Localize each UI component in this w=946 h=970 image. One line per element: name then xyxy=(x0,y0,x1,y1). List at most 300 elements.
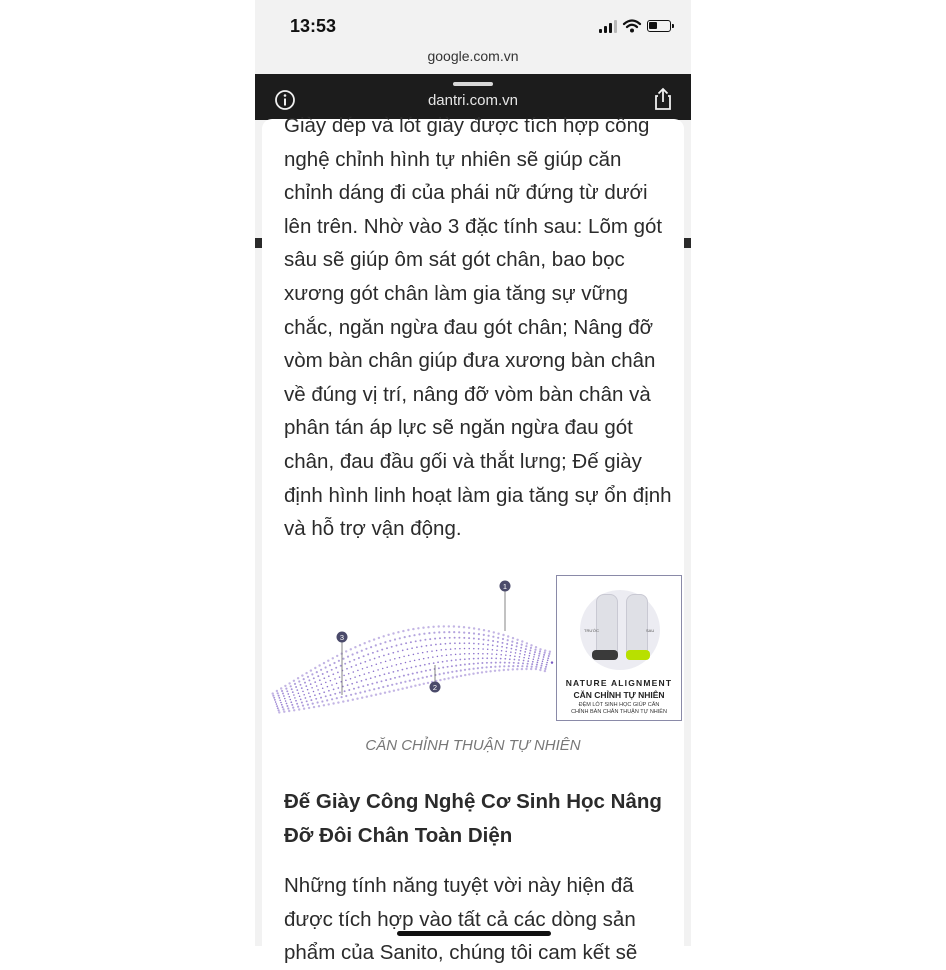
insole-dot xyxy=(468,663,470,665)
insole-dot xyxy=(446,660,448,662)
insole-dot xyxy=(322,687,324,689)
insole-dot xyxy=(285,688,287,690)
insole-dot xyxy=(274,699,276,701)
insole-dot xyxy=(528,658,530,660)
insole-dot xyxy=(333,689,335,691)
insole-dot xyxy=(404,636,406,638)
insole-dot xyxy=(509,658,511,660)
insole-dot xyxy=(414,685,416,687)
insole-dot xyxy=(473,668,475,670)
insole-dot xyxy=(285,700,287,702)
insole-dot xyxy=(498,669,500,671)
insole-dot xyxy=(517,662,519,664)
insole-dot xyxy=(429,669,431,671)
insole-dot xyxy=(352,653,354,655)
insole-dot xyxy=(514,659,516,661)
insole-dot xyxy=(502,634,504,636)
insole-dot xyxy=(291,688,293,690)
insole-dot xyxy=(339,692,341,694)
insole-dot xyxy=(401,688,403,690)
insole-dot xyxy=(308,692,310,694)
insole-dot xyxy=(307,676,309,678)
insole-dot xyxy=(520,647,522,649)
insole-dot xyxy=(347,684,349,686)
insole-dot xyxy=(293,680,295,682)
insole-dot xyxy=(351,666,353,668)
insole-dot xyxy=(535,668,537,670)
insole-dot xyxy=(345,650,347,652)
insole-dot xyxy=(310,683,312,685)
insole-dot xyxy=(530,647,532,649)
insole-dot xyxy=(302,691,304,693)
insole-dot xyxy=(384,673,386,675)
insole-dot xyxy=(481,671,483,673)
insole-dot xyxy=(525,668,527,670)
insole-dot xyxy=(482,653,484,655)
insole-dot xyxy=(337,672,339,674)
insole-dot xyxy=(455,659,457,661)
insole-dot xyxy=(534,649,536,651)
insole-dot xyxy=(453,631,455,633)
insole-dot xyxy=(356,698,358,700)
insole-dot xyxy=(487,649,489,651)
insole-dot xyxy=(483,634,485,636)
insole-dot xyxy=(440,643,442,645)
insole-dot xyxy=(382,668,384,670)
insole-dot xyxy=(344,663,346,665)
insole-dot xyxy=(390,678,392,680)
insole-dot xyxy=(495,662,497,664)
insole-dot xyxy=(400,682,402,684)
insole-dot xyxy=(468,637,470,639)
insole-dot xyxy=(460,675,462,677)
insole-dot xyxy=(513,662,515,664)
insole-dot xyxy=(375,694,377,696)
insole-dot xyxy=(279,697,281,699)
insole-dot xyxy=(431,650,433,652)
insole-dot xyxy=(336,697,338,699)
insole-dot xyxy=(525,648,527,650)
insole-dot xyxy=(454,642,456,644)
insole-dot xyxy=(340,665,342,667)
insole-dot xyxy=(451,660,453,662)
insole-dot xyxy=(521,640,523,642)
insole-dot xyxy=(373,688,375,690)
marker-1 xyxy=(500,581,511,592)
insole-dot xyxy=(417,627,419,629)
insole-dot xyxy=(514,655,516,657)
insole-dot xyxy=(477,672,479,674)
insole-dot xyxy=(361,697,363,699)
insole-dot xyxy=(320,669,322,671)
insole-dot xyxy=(297,677,299,679)
insole-dot xyxy=(372,652,374,654)
insole-dot xyxy=(464,674,466,676)
insole-dot xyxy=(544,668,546,670)
insole-dot xyxy=(494,670,496,672)
insole-dot xyxy=(520,650,522,652)
insole-dot xyxy=(310,669,312,671)
insole-dot xyxy=(378,637,380,639)
insole-dot xyxy=(497,641,499,643)
insole-dot xyxy=(290,701,292,703)
insole-dot xyxy=(417,653,419,655)
insole-dot xyxy=(280,687,282,689)
insole-dot xyxy=(351,683,353,685)
insole-dot xyxy=(437,661,439,663)
insole-dot xyxy=(301,702,303,704)
insole-dot xyxy=(405,662,407,664)
insole-dot xyxy=(443,672,445,674)
insole-dot xyxy=(551,661,553,663)
insole-dot xyxy=(397,689,399,691)
insole-dot xyxy=(292,707,294,709)
insole-dot xyxy=(331,684,333,686)
insole-dot xyxy=(423,658,425,660)
insole-dot xyxy=(323,691,325,693)
insole-dot xyxy=(533,659,535,661)
insole-dot xyxy=(541,665,543,667)
insole-dot xyxy=(276,690,278,692)
insole-dot xyxy=(318,664,320,666)
insole-dot xyxy=(391,646,393,648)
insole-dot xyxy=(483,629,485,631)
insole-dot xyxy=(358,686,360,688)
insole-dot xyxy=(361,650,363,652)
insole-dot xyxy=(449,637,451,639)
home-indicator[interactable] xyxy=(397,931,551,936)
insole-dot xyxy=(385,661,387,663)
callout-title: NATURE ALIGNMENT xyxy=(565,678,673,688)
insole-dot xyxy=(485,671,487,673)
insole-dot xyxy=(332,657,334,659)
insole-dot xyxy=(287,707,289,709)
insole-dot xyxy=(468,668,470,670)
insole-dot xyxy=(378,687,380,689)
insole-dot xyxy=(544,652,546,654)
insole-dot xyxy=(301,674,303,676)
insole-dot xyxy=(323,704,325,706)
insole-dot xyxy=(454,648,456,650)
insole-dot xyxy=(473,632,475,634)
insole-dot xyxy=(430,644,432,646)
insole-dot xyxy=(353,659,355,661)
insole-dot xyxy=(473,663,475,665)
insole-dot xyxy=(530,668,532,670)
insole-dot xyxy=(473,638,475,640)
insole-dot xyxy=(397,670,399,672)
insole-dot xyxy=(329,664,331,666)
insole-dot xyxy=(507,635,509,637)
svg-text:1: 1 xyxy=(502,581,508,591)
insole-dot xyxy=(350,694,352,696)
insole-dot xyxy=(327,686,329,688)
insole-dot xyxy=(458,626,460,628)
insole-dot xyxy=(529,652,531,654)
insole-dot xyxy=(493,631,495,633)
insole-dot xyxy=(314,667,316,669)
insole-dot xyxy=(531,663,533,665)
insole-dot xyxy=(303,694,305,696)
insole-dot xyxy=(535,646,537,648)
insole-dot xyxy=(505,654,507,656)
insole-dot xyxy=(489,670,491,672)
marker-2 xyxy=(430,682,441,693)
insole-dot xyxy=(275,701,277,703)
insole-dot xyxy=(293,709,295,711)
insole-dot xyxy=(441,649,443,651)
insole-dot xyxy=(384,641,386,643)
insole-dot xyxy=(458,637,460,639)
insole-dot xyxy=(432,656,434,658)
nature-alignment-callout xyxy=(556,575,682,721)
insole-dot xyxy=(276,703,278,705)
insole-dot xyxy=(516,645,518,647)
insole-dot xyxy=(376,663,378,665)
insole-dot xyxy=(385,679,387,681)
insole-dot xyxy=(286,690,288,692)
insole-dot xyxy=(369,689,371,691)
insole-dot xyxy=(434,638,436,640)
insole-dot xyxy=(420,640,422,642)
insole-dot xyxy=(383,635,385,637)
insole-dot xyxy=(445,643,447,645)
insole-dot xyxy=(427,651,429,653)
insole-dot xyxy=(508,665,510,667)
insole-dot xyxy=(487,644,489,646)
insole-dot xyxy=(337,701,339,703)
insole-dot xyxy=(355,664,357,666)
insole-dot xyxy=(534,651,536,653)
insole-dot xyxy=(353,671,355,673)
insole-dot xyxy=(338,660,340,662)
insole-dot xyxy=(491,657,493,659)
insole-dot xyxy=(409,635,411,637)
insole-dot xyxy=(306,700,308,702)
insole-dot xyxy=(328,690,330,692)
insole-dot xyxy=(290,699,292,701)
insole-dot xyxy=(298,708,300,710)
insole-dot xyxy=(422,627,424,629)
insole-dot xyxy=(526,665,528,667)
insole-dot xyxy=(433,662,435,664)
insole-dot xyxy=(423,683,425,685)
insole-dot xyxy=(305,685,307,687)
insole-dot xyxy=(331,669,333,671)
insole-dot xyxy=(439,637,441,639)
insole-dot xyxy=(308,707,310,709)
insole-dot xyxy=(394,658,396,660)
insole-dot xyxy=(424,664,426,666)
insole-dot xyxy=(400,663,402,665)
insole-dot xyxy=(499,665,501,667)
insole-dot xyxy=(345,695,347,697)
article-paragraph: Giày dép và lót giày được tích hợp công nghệ chỉnh hình tự nhiên sẽ giúp căn chỉnh dáng đi của phái nữ đứng từ dưới lên trên. Nhờ vào 3 đặc tính sau: Lõm gót sâu sẽ giúp ôm sát gót chân, bao bọc xương gót chân làm gia tăng sự vững chắc, ngăn ngừa đau gót chân; Nâng đỡ vòm bàn chân giúp đưa xương bàn chân về đúng vị trí, nâng đỡ vòm bàn chân và phân tán áp lực sẽ ngăn ngừa đau gót chân, đau đầu gối và thắt lưng; Đế giày định hình linh hoạt làm gia tăng sự ổn định và hỗ trợ vận động. xyxy=(284,114,672,541)
insole-dot xyxy=(380,662,382,664)
insole-dot xyxy=(523,660,525,662)
insole-dot xyxy=(527,660,529,662)
article-figure xyxy=(268,575,684,727)
insole-dot xyxy=(429,638,431,640)
insole-dot xyxy=(539,653,541,655)
insole-dot xyxy=(463,632,465,634)
insole-dot xyxy=(354,646,356,648)
insole-dot xyxy=(332,673,334,675)
insole-dot xyxy=(428,632,430,634)
insole-dot xyxy=(442,661,444,663)
insole-dot xyxy=(486,662,488,664)
insole-dot xyxy=(299,696,301,698)
insole-dot xyxy=(422,652,424,654)
insole-dot xyxy=(487,653,489,655)
insole-dot xyxy=(411,647,413,649)
insole-dot xyxy=(477,667,479,669)
insole-dot xyxy=(405,642,407,644)
insole-dot xyxy=(342,700,344,702)
insole-dot xyxy=(537,662,539,664)
insole-dot xyxy=(325,666,327,668)
insole-dot xyxy=(422,677,424,679)
insole-dot xyxy=(365,648,367,650)
insole-dot xyxy=(486,666,488,668)
insole-dot xyxy=(321,700,323,702)
insole-dot xyxy=(345,679,347,681)
insole-dot xyxy=(278,709,280,711)
insole-dot xyxy=(339,676,341,678)
insole-dot xyxy=(322,673,324,675)
insole-dot xyxy=(443,678,445,680)
top-url[interactable]: google.com.vn xyxy=(427,48,519,64)
insole-dot xyxy=(411,667,413,669)
insole-dot xyxy=(277,707,279,709)
insole-dot xyxy=(546,664,548,666)
insole-dot xyxy=(430,675,432,677)
insole-dot xyxy=(500,658,502,660)
insole-dot xyxy=(272,692,274,694)
insole-dot xyxy=(288,682,290,684)
insole-dot xyxy=(323,662,325,664)
insole-dot xyxy=(501,646,503,648)
insole-dot xyxy=(486,657,488,659)
insole-dot xyxy=(412,628,414,630)
insole-dot xyxy=(438,667,440,669)
insole-dot xyxy=(515,649,517,651)
insole-dot xyxy=(464,642,466,644)
status-icons xyxy=(599,18,671,34)
insole-dot xyxy=(511,648,513,650)
insole-dot xyxy=(491,653,493,655)
insole-dot xyxy=(336,655,338,657)
status-time: 13:53 xyxy=(290,16,337,36)
insole-dot xyxy=(529,655,531,657)
insole-dot xyxy=(524,651,526,653)
insole-dot xyxy=(511,644,513,646)
insole-dot xyxy=(406,668,408,670)
insole-dot xyxy=(521,644,523,646)
insole-dot xyxy=(321,683,323,685)
insole-dot xyxy=(537,660,539,662)
insole-dot xyxy=(396,683,398,685)
insole-dot xyxy=(291,704,293,706)
insole-dot xyxy=(397,651,399,653)
insole-dot xyxy=(516,639,518,641)
insole-dot xyxy=(407,629,409,631)
insole-dot xyxy=(376,682,378,684)
insole-dot xyxy=(473,643,475,645)
insole-dot xyxy=(284,685,286,687)
insole-dot xyxy=(333,662,335,664)
insole-dot xyxy=(472,673,474,675)
insole-dot xyxy=(516,642,518,644)
insole-dot xyxy=(287,693,289,695)
insole-dot xyxy=(410,641,412,643)
insole-dot xyxy=(387,685,389,687)
insole-dot xyxy=(499,662,501,664)
insole-dot xyxy=(304,682,306,684)
insole-dot xyxy=(277,692,279,694)
insole-dot xyxy=(535,666,537,668)
insole-dot xyxy=(335,667,337,669)
insole-dot xyxy=(311,673,313,675)
insole-dot xyxy=(359,692,361,694)
insole-dot xyxy=(352,699,354,701)
insole-dot xyxy=(510,651,512,653)
callout-description: ĐỆM LÓT SINH HỌC GIÚP CĂN CHỈNH BÀN CHÂN THUẬN TỰ NHIÊN xyxy=(571,702,667,715)
sheet-grab-handle[interactable] xyxy=(453,82,493,86)
insole-dot xyxy=(350,648,352,650)
insole-dot xyxy=(359,644,361,646)
insole-dot xyxy=(478,628,480,630)
insole-dot xyxy=(273,697,275,699)
insole-dot xyxy=(530,644,532,646)
insole-dot xyxy=(323,677,325,679)
insole-dot xyxy=(378,656,380,658)
phone-screen xyxy=(255,0,691,965)
insole-dot xyxy=(399,637,401,639)
insole-dot xyxy=(512,637,514,639)
insole-dot xyxy=(297,706,299,708)
insole-dot xyxy=(492,649,494,651)
insole-dot xyxy=(290,685,292,687)
label-after: SAU xyxy=(646,628,655,633)
insole-dot xyxy=(327,660,329,662)
insole-dot xyxy=(473,653,475,655)
insole-dot xyxy=(477,658,479,660)
insole-dot xyxy=(388,653,390,655)
insole-dot xyxy=(305,697,307,699)
insole-dot xyxy=(326,699,328,701)
insole-dot xyxy=(521,668,523,670)
insole-illustration xyxy=(268,575,558,727)
page-url[interactable]: dantri.com.vn xyxy=(427,92,519,109)
insole-dot xyxy=(363,655,365,657)
insole-dot xyxy=(460,669,462,671)
insole-dot xyxy=(300,699,302,701)
insole-dot xyxy=(402,630,404,632)
insole-dot xyxy=(332,702,334,704)
insole-dot xyxy=(538,657,540,659)
insole-dot xyxy=(373,671,375,673)
insole-dot xyxy=(361,680,363,682)
insole-dot xyxy=(494,666,496,668)
insole-dot xyxy=(464,648,466,650)
insole-dot xyxy=(468,632,470,634)
insole-dot xyxy=(343,675,345,677)
insole-dot xyxy=(315,698,317,700)
insole-dot xyxy=(344,690,346,692)
insole-dot xyxy=(356,681,358,683)
insole-dot xyxy=(468,627,470,629)
